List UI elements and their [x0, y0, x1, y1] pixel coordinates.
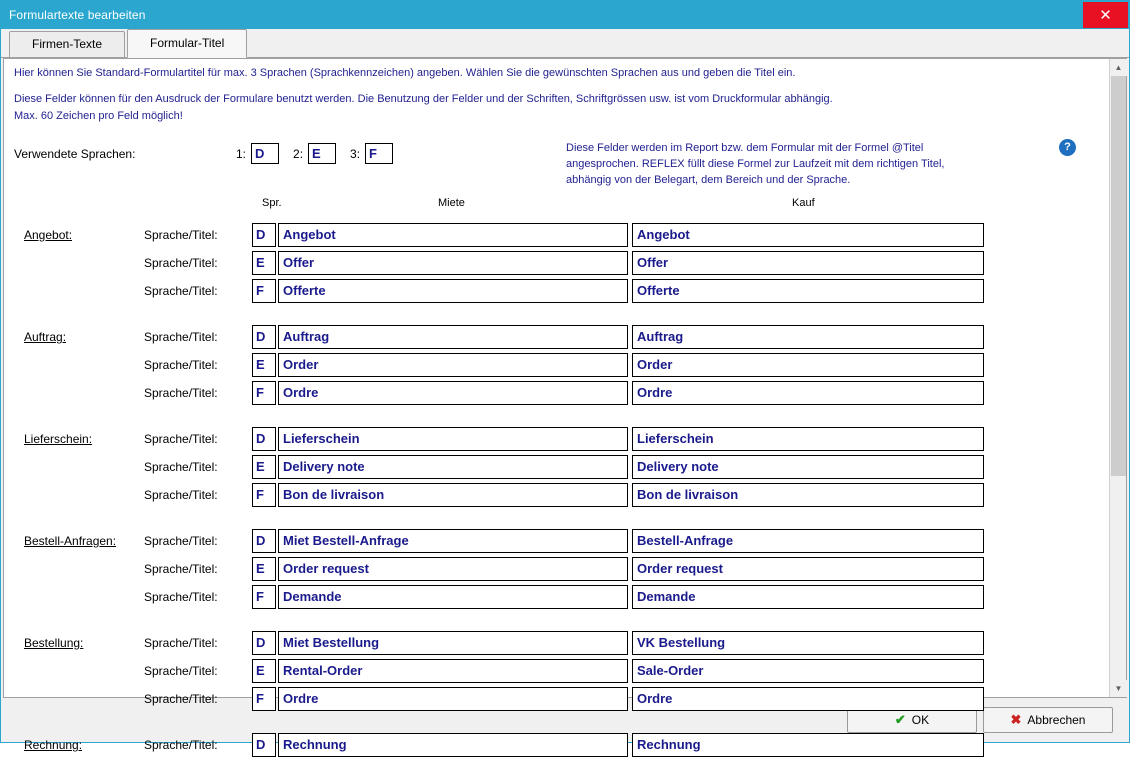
language-index-2: 2: — [293, 146, 304, 161]
title-input-miete[interactable]: Demande — [278, 585, 628, 609]
hint-text — [566, 140, 986, 188]
row-label: Sprache/Titel: — [144, 256, 218, 270]
language-code-input[interactable]: E — [252, 455, 276, 479]
cross-icon: ✖ — [1010, 712, 1022, 727]
tab-formular-titel[interactable]: Formular-Titel — [127, 29, 247, 58]
form-row — [14, 379, 1109, 407]
language-index-3: 3: — [350, 146, 361, 161]
vertical-scrollbar[interactable] — [1109, 59, 1126, 697]
form-row — [14, 249, 1109, 277]
hint-line-1: Diese Felder werden im Report bzw. dem Formular mit der Formel @Titel — [566, 142, 924, 154]
title-input-kauf[interactable]: VK Bestellung — [632, 631, 984, 655]
row-label: Sprache/Titel: — [144, 692, 218, 706]
form-row — [14, 481, 1109, 509]
language-code-input[interactable]: D — [252, 529, 276, 553]
language-code-input[interactable]: D — [252, 325, 276, 349]
language-code-input[interactable]: D — [252, 733, 276, 757]
title-input-kauf[interactable]: Order — [632, 353, 984, 377]
row-label: Sprache/Titel: — [144, 590, 218, 604]
title-input-miete[interactable]: Auftrag — [278, 325, 628, 349]
row-label: Sprache/Titel: — [144, 358, 218, 372]
ok-button-label: OK — [911, 713, 930, 727]
help-icon[interactable]: ? — [1059, 139, 1076, 156]
language-code-input[interactable]: E — [252, 557, 276, 581]
title-input-miete[interactable]: Ordre — [278, 687, 628, 711]
title-input-miete[interactable]: Rental-Order — [278, 659, 628, 683]
intro-text — [14, 65, 1109, 125]
form-group — [14, 527, 1109, 611]
form-row — [14, 323, 1109, 351]
title-input-kauf[interactable]: Sale-Order — [632, 659, 984, 683]
form-row — [14, 221, 1109, 249]
row-label: Sprache/Titel: — [144, 562, 218, 576]
form-row — [14, 277, 1109, 305]
title-input-kauf[interactable]: Bon de livraison — [632, 483, 984, 507]
language-code-input[interactable]: E — [252, 353, 276, 377]
column-headers — [14, 197, 1109, 215]
title-input-kauf[interactable]: Order request — [632, 557, 984, 581]
intro-line-1: Hier können Sie Standard-Formulartitel für max. 3 Sprachen (Sprachkennzeichen) angeben. Wählen Sie die gewünschten Sprachen aus und geben die Titel ein. — [14, 67, 796, 79]
form-group — [14, 629, 1109, 713]
group-spacer — [14, 759, 1109, 771]
title-input-kauf[interactable]: Rechnung — [632, 733, 984, 757]
form-group — [14, 323, 1109, 407]
row-label: Sprache/Titel: — [144, 386, 218, 400]
hint-line-2: angesprochen. REFLEX füllt diese Formel zur Laufzeit mit dem richtigen Titel, — [566, 158, 945, 170]
row-label: Sprache/Titel: — [144, 228, 218, 242]
title-bar — [1, 1, 1129, 29]
title-input-kauf[interactable]: Angebot — [632, 223, 984, 247]
scrollbar-thumb[interactable] — [1111, 76, 1126, 476]
title-input-kauf[interactable]: Lieferschein — [632, 427, 984, 451]
form-row — [14, 657, 1109, 685]
language-field-3 — [350, 143, 393, 164]
title-input-miete[interactable]: Lieferschein — [278, 427, 628, 451]
group-spacer — [14, 713, 1109, 725]
row-label: Sprache/Titel: — [144, 664, 218, 678]
row-label: Sprache/Titel: — [144, 330, 218, 344]
form-row — [14, 453, 1109, 481]
title-input-kauf[interactable]: Delivery note — [632, 455, 984, 479]
language-code-input[interactable]: E — [252, 251, 276, 275]
language-input-1[interactable]: D — [251, 143, 279, 164]
row-label: Sprache/Titel: — [144, 432, 218, 446]
group-spacer — [14, 305, 1109, 317]
form-row — [14, 685, 1109, 713]
window-title: Formulartexte bearbeiten — [9, 8, 146, 22]
language-field-1 — [236, 143, 279, 164]
title-input-kauf[interactable]: Offer — [632, 251, 984, 275]
language-code-input[interactable]: F — [252, 687, 276, 711]
intro-line-3: Max. 60 Zeichen pro Feld möglich! — [14, 110, 183, 122]
form-row — [14, 527, 1109, 555]
language-code-input[interactable]: F — [252, 585, 276, 609]
column-header-miete: Miete — [438, 197, 465, 209]
title-input-kauf[interactable]: Ordre — [632, 381, 984, 405]
form-groups — [14, 221, 1109, 771]
row-label: Sprache/Titel: — [144, 284, 218, 298]
language-code-input[interactable]: F — [252, 279, 276, 303]
form-row — [14, 731, 1109, 759]
form-row — [14, 555, 1109, 583]
title-input-miete[interactable]: Miet Bestell-Anfrage — [278, 529, 628, 553]
form-group — [14, 221, 1109, 305]
language-code-input[interactable]: F — [252, 381, 276, 405]
row-label: Sprache/Titel: — [144, 460, 218, 474]
title-input-miete[interactable]: Order — [278, 353, 628, 377]
language-code-input[interactable]: E — [252, 659, 276, 683]
title-input-miete[interactable]: Delivery note — [278, 455, 628, 479]
group-spacer — [14, 611, 1109, 623]
group-name: Bestell-Anfragen: — [24, 534, 117, 548]
scroll-down-icon[interactable]: ▼ — [1110, 680, 1127, 697]
title-input-miete[interactable]: Ordre — [278, 381, 628, 405]
close-icon[interactable]: ✕ — [1083, 2, 1128, 28]
row-label: Sprache/Titel: — [144, 738, 218, 752]
language-code-input[interactable]: F — [252, 483, 276, 507]
language-code-input[interactable]: D — [252, 427, 276, 451]
languages-label: Verwendete Sprachen: — [14, 147, 136, 161]
tab-firmen-texte[interactable]: Firmen-Texte — [9, 31, 125, 57]
group-name: Bestellung: — [24, 636, 84, 650]
title-input-miete[interactable]: Offer — [278, 251, 628, 275]
group-name: Lieferschein: — [24, 432, 93, 446]
form-group — [14, 425, 1109, 509]
group-name: Auftrag: — [24, 330, 67, 344]
language-input-2[interactable]: E — [308, 143, 336, 164]
title-input-kauf[interactable]: Auftrag — [632, 325, 984, 349]
title-input-miete[interactable]: Rechnung — [278, 733, 628, 757]
group-name: Rechnung: — [24, 738, 83, 752]
column-header-kauf: Kauf — [792, 197, 815, 209]
title-input-miete[interactable]: Offerte — [278, 279, 628, 303]
form-group — [14, 731, 1109, 759]
row-label: Sprache/Titel: — [144, 636, 218, 650]
title-input-miete[interactable]: Angebot — [278, 223, 628, 247]
languages-row — [14, 143, 1109, 193]
title-input-kauf[interactable]: Ordre — [632, 687, 984, 711]
form-row — [14, 629, 1109, 657]
row-label: Sprache/Titel: — [144, 488, 218, 502]
language-code-input[interactable]: D — [252, 223, 276, 247]
group-spacer — [14, 407, 1109, 419]
title-input-kauf[interactable]: Demande — [632, 585, 984, 609]
language-index-1: 1: — [236, 146, 247, 161]
intro-line-2: Diese Felder können für den Ausdruck der Formulare benutzt werden. Die Benutzung der Felder und der Schriften, Schriftgrössen usw. ist vom Druckformular abhängig. — [14, 93, 833, 105]
title-input-miete[interactable]: Order request — [278, 557, 628, 581]
tab-strip — [1, 29, 1129, 58]
form-row — [14, 351, 1109, 379]
title-input-miete[interactable]: Miet Bestellung — [278, 631, 628, 655]
check-icon: ✔ — [894, 712, 906, 727]
row-label: Sprache/Titel: — [144, 534, 218, 548]
scroll-up-icon[interactable]: ▲ — [1110, 59, 1127, 76]
cancel-button-label: Abbrechen — [1027, 713, 1086, 727]
form-row — [14, 583, 1109, 611]
column-header-spr: Spr. — [262, 197, 282, 209]
form-row — [14, 425, 1109, 453]
hint-line-3: abhängig von der Belegart, dem Bereich und der Sprache. — [566, 174, 851, 186]
group-spacer — [14, 509, 1109, 521]
language-code-input[interactable]: D — [252, 631, 276, 655]
title-input-kauf[interactable]: Bestell-Anfrage — [632, 529, 984, 553]
title-input-miete[interactable]: Bon de livraison — [278, 483, 628, 507]
title-input-kauf[interactable]: Offerte — [632, 279, 984, 303]
language-field-2 — [293, 143, 336, 164]
group-name: Angebot: — [24, 228, 73, 242]
language-input-3[interactable]: F — [365, 143, 393, 164]
